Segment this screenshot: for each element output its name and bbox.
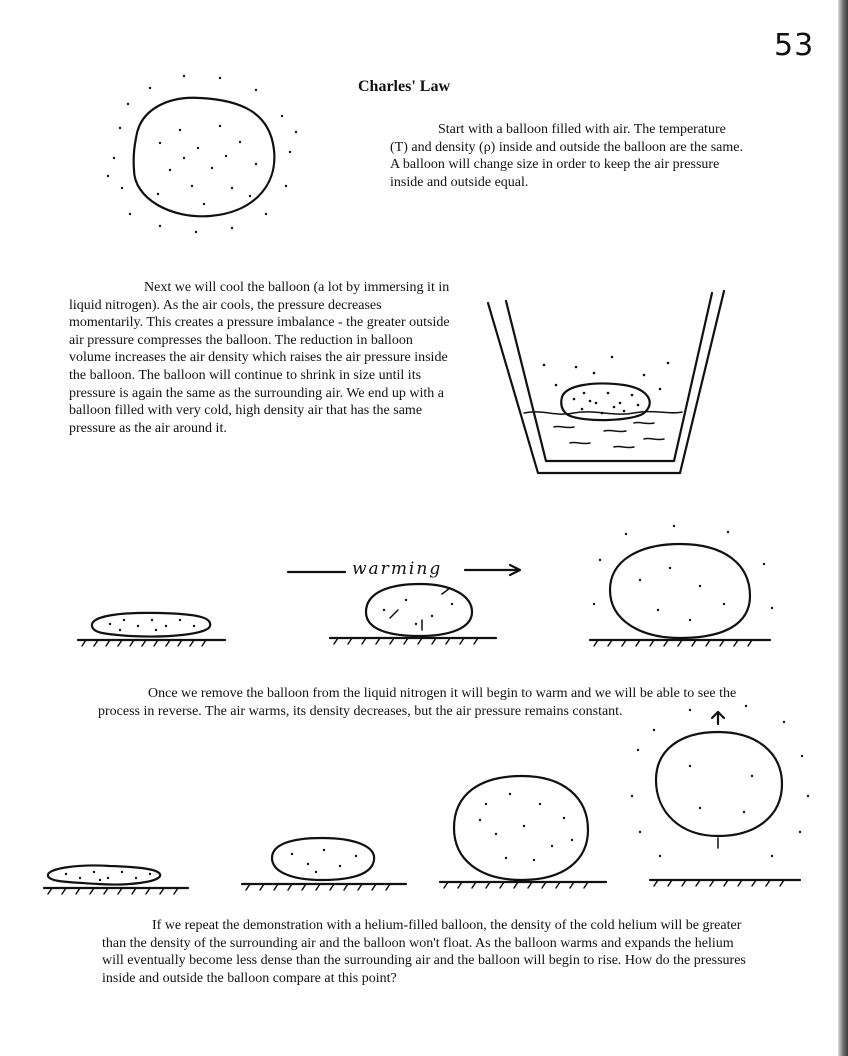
figure-liquid-nitrogen-beaker (484, 285, 734, 480)
paragraph-intro: Start with a balloon filled with air. The temperature (T) and density (ρ) inside and outside the balloon are the same. A balloon will change size in order to keep the air pressure inside and outside equal. (390, 122, 743, 190)
helium-dots (65, 705, 809, 881)
paragraph-helium: If we repeat the demonstration with a helium-filled balloon, the density of the cold helium will be greater than the density of the surrounding air and the balloon won't float. As the balloon warms and expands the helium will eventually become less dense than the surrounding air and the balloon will begin to rise. How do the pressures inside and outside the balloon compare at this point? (102, 918, 746, 986)
figure-air-balloon (100, 68, 300, 238)
figure-helium-sequence (40, 700, 820, 905)
page-title: Charles' Law (358, 78, 450, 95)
figure-warming-sequence (60, 520, 800, 660)
scanner-edge (838, 0, 848, 1056)
warming-dots (109, 525, 773, 631)
paragraph-cooling: Next we will cool the balloon (a lot by immersing it in liquid nitrogen). As the air cools, the pressure decreases momentarily. This creates a pressure imbalance - the greater outside air pressure compresses the balloon. The reduction in balloon volume increases the air density which raises the air pressure inside the balloon. The balloon will continue to shrink in size until its pressure is again the same as the surrounding air. We end up with a balloon filled with very cold, high density air that has the same pressure as the air around it. (69, 280, 450, 436)
paragraph-warming: Once we remove the balloon from the liquid nitrogen it will begin to warm and we will be able to see the process in reverse. The air warms, its density decreases, but the air pressure remains constant. (98, 686, 737, 719)
page-number: 53 (774, 28, 815, 63)
warming-label: warming (352, 559, 443, 579)
